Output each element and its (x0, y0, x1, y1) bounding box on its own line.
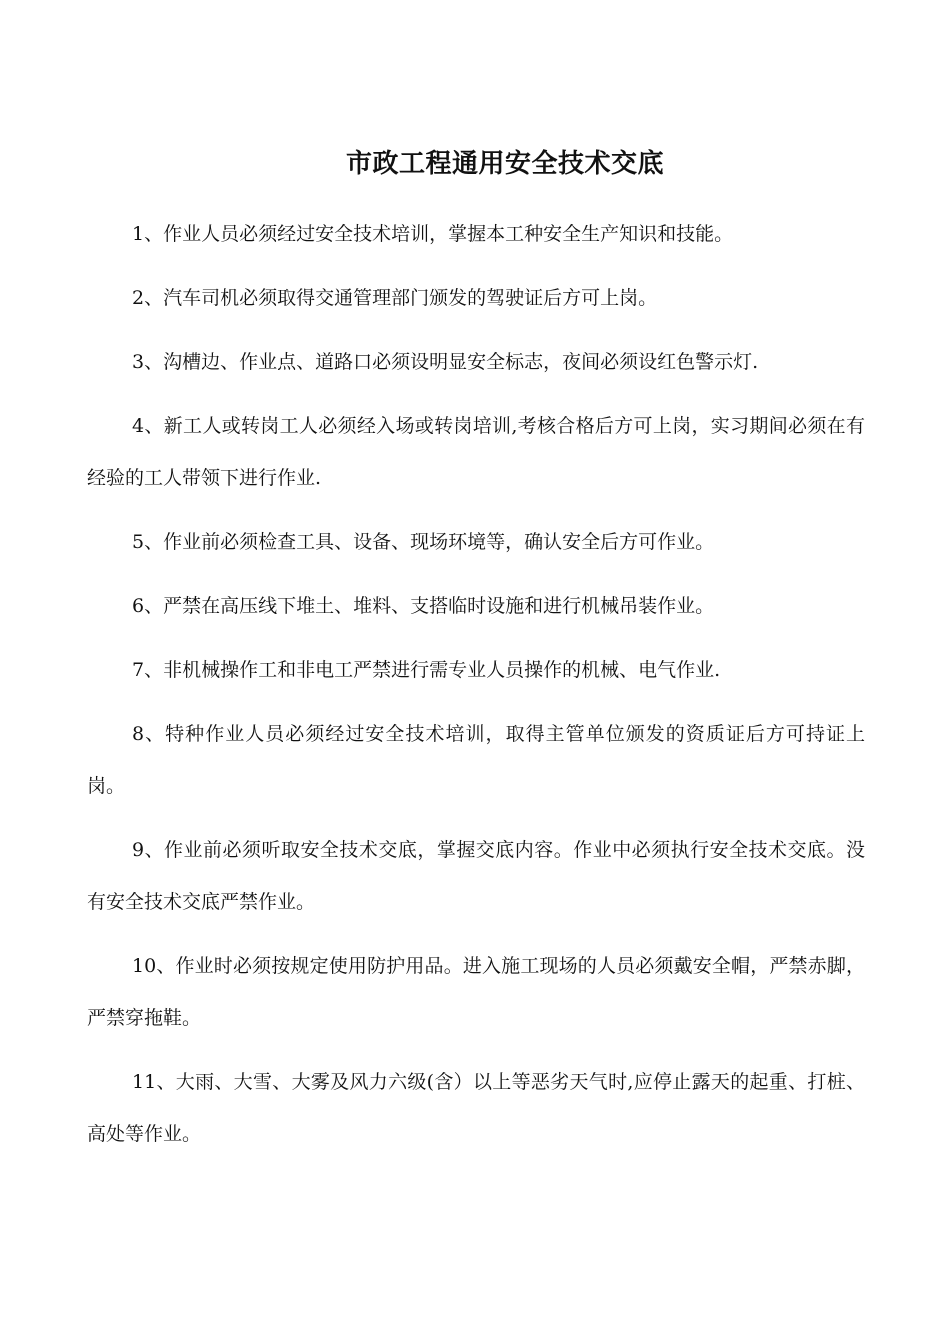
safety-item-9: 9、作业前必须听取安全技术交底，掌握交底内容。作业中必须执行安全技术交底。没有安全技术交底严禁作业。 (87, 839, 865, 913)
safety-item-11: 11、大雨、大雪、大雾及风力六级(含）以上等恶劣天气时,应停止露天的起重、打桩、高处等作业。 (87, 1071, 865, 1145)
safety-item-10: 10、作业时必须按规定使用防护用品。进入施工现场的人员必须戴安全帽，严禁赤脚，严禁穿拖鞋。 (87, 955, 865, 1029)
document-title: 市政工程通用安全技术交底 (345, 149, 664, 179)
safety-item-5: 5、作业前必须检查工具、设备、现场环境等，确认安全后方可作业。 (132, 531, 715, 553)
safety-item-8: 8、特种作业人员必须经过安全技术培训，取得主管单位颁发的资质证后方可持证上岗。 (87, 723, 865, 797)
safety-item-1: 1、作业人员必须经过安全技术培训，掌握本工种安全生产知识和技能。 (132, 223, 734, 245)
safety-item-7: 7、非机械操作工和非电工严禁进行需专业人员操作的机械、电气作业. (132, 659, 721, 681)
safety-item-3: 3、沟槽边、作业点、道路口必须设明显安全标志，夜间必须设红色警示灯. (132, 351, 759, 373)
safety-item-4: 4、新工人或转岗工人必须经入场或转岗培训,考核合格后方可上岗，实习期间必须在有经验的工人带领下进行作业. (87, 415, 865, 489)
document-body (87, 208, 865, 1172)
safety-item-2: 2、汽车司机必须取得交通管理部门颁发的驾驶证后方可上岗。 (132, 287, 658, 309)
safety-item-6: 6、严禁在高压线下堆土、堆料、支搭临时设施和进行机械吊装作业。 (132, 595, 715, 617)
